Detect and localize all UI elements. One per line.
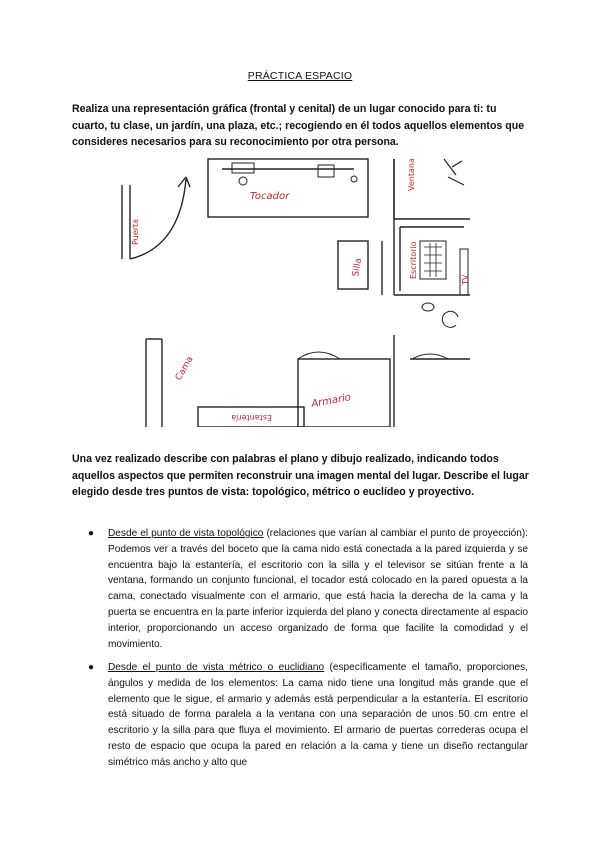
cama-furniture: [146, 339, 162, 427]
bullet-dot-icon: ●: [88, 662, 95, 673]
bullet-text: [108, 526, 528, 652]
label-cama: Cama: [173, 354, 196, 383]
floor-plan-sketch: [118, 155, 470, 427]
tocador-furniture: [208, 159, 368, 217]
label-tv: TV: [461, 274, 470, 285]
label-ventana: Ventana: [407, 158, 416, 191]
bullet-body: (relaciones que varían al cambiar el punto de proyección): Podemos ver a través del boceto que la cama nido está conectada a la pared izquierda y se encuentra bajo la estantería, el escritorio con la silla y el televisor se sitúan frente a la ventana, formando un conjunto funcional, el tocador está colocado en la pared opuesta a la cama, conectado visualmente con el armario, que está hacia la derecha de la cama y la puerta se encuentra en la parte inferior izquierda del plano y conecta directamente al espacio interior, proporcionando un acceso organizado de forma que facilite la comodidad y el movimiento.: [108, 528, 528, 650]
label-escritorio: Escritorio: [409, 241, 418, 279]
bullet-text: [108, 660, 528, 771]
label-estanteria: Estantería: [231, 413, 272, 422]
label-tocador: Tocador: [250, 191, 290, 202]
instruction-paragraph-2: Una vez realizado describe con palabras el plano y dibujo realizado, indicando todos aquellos aspectos que permiten reconstruir una imagen mental del lugar. Describe el lugar elegido desde tres puntos de vista: topológico, métrico o euclídeo y proyectivo.: [72, 453, 529, 498]
armario-furniture: [298, 335, 470, 427]
label-armario: Armario: [310, 392, 352, 410]
document-title: PRÁCTICA ESPACIO: [247, 70, 353, 82]
label-puerta: Puerta: [131, 218, 140, 245]
bullet-dot-icon: ●: [88, 528, 95, 539]
bullet-metrico: [88, 660, 528, 771]
bullet-heading: Desde el punto de vista métrico o euclidiano: [108, 662, 325, 673]
bullet-heading: Desde el punto de vista topológico: [108, 528, 264, 539]
instruction-paragraph-1: Realiza una representación gráfica (frontal y cenital) de un lugar conocido para ti: tu cuarto, tu clase, un jardín, una plaza, etc.; recogiendo en él todos aquellos elementos que consideres necesarios para su reconocimiento por otra persona.: [72, 103, 525, 148]
desk-area: [394, 159, 470, 327]
door-symbol: [122, 177, 190, 259]
bullet-body: (específicamente el tamaño, proporciones, ángulos y medida de los elementos: La cama nido tiene una longitud más grande que el elemento que le sigue, el armario y además está perpendicular a la estantería. El escritorio está situado de forma paralela a la ventana con una separación de unos 50 cm entre el escritorio y la silla para que fluya el movimiento. El armario de puertas correderas ocupa el resto de espacio que ocupa la pared en relación a la cama y tiene un diseño rectangular simétrico más ancho y alto que: [108, 662, 528, 768]
bullet-topologico: [88, 526, 528, 652]
label-silla: Silla: [351, 257, 365, 278]
